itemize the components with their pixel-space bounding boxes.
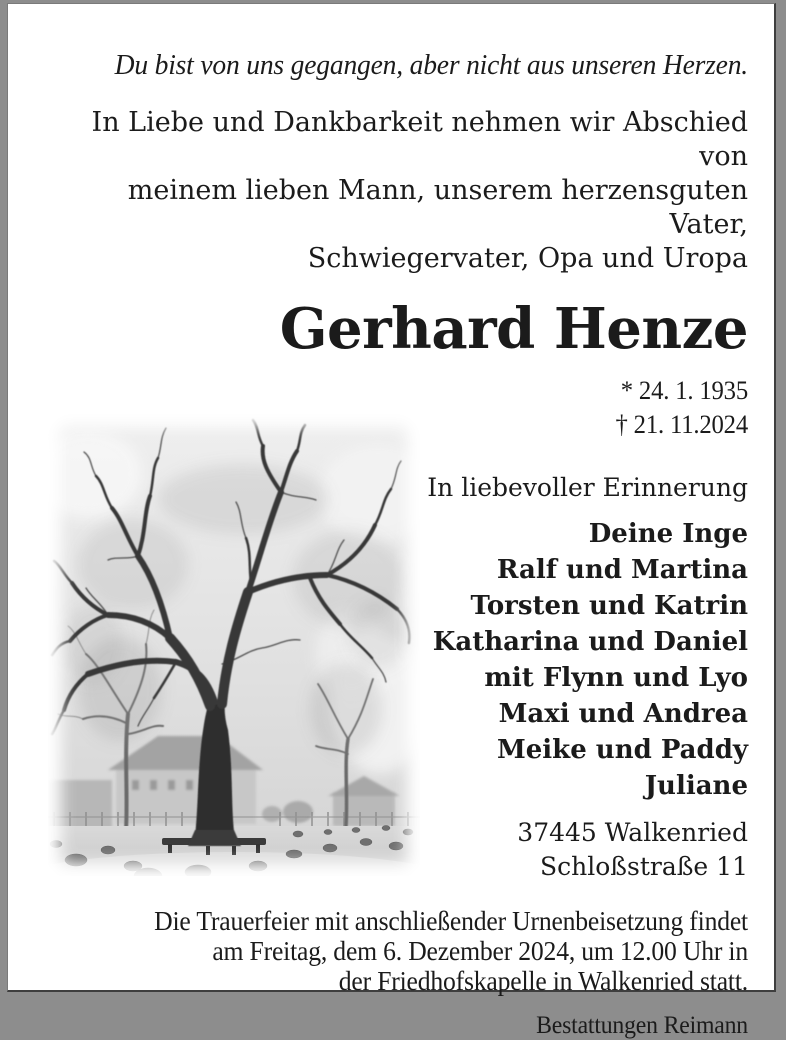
memorial-photo — [48, 414, 420, 876]
family-column — [420, 442, 748, 884]
middle-section — [42, 442, 748, 884]
mourner-line: Meike und Paddy — [496, 735, 748, 765]
deceased-name: Gerhard Henze — [279, 296, 748, 362]
tree-photo-illustration — [48, 414, 420, 876]
birth-date: * 24. 1. 1935 — [620, 376, 748, 405]
mourner-line: Juliane — [644, 771, 748, 801]
funeral-home-signature: Bestattungen Reimann — [536, 1012, 748, 1039]
intro-line: In Liebe und Dankbarkeit nehmen wir Abschied von — [91, 107, 748, 172]
mourner-line: Ralf und Martina — [496, 555, 748, 585]
address-line: Schloßstraße 11 — [540, 852, 748, 881]
mourner-line: Maxi und Andrea — [498, 699, 748, 729]
address-line: 37445 Walkenried — [517, 818, 748, 847]
address — [420, 816, 748, 884]
funeral-line: Die Trauerfeier mit anschließender Urnenbeisetzung findet — [154, 906, 748, 936]
epitaph-quote: Du bist von uns gegangen, aber nicht aus unseren Herzen. — [114, 49, 748, 81]
memory-line: In liebevoller Erinnerung — [427, 473, 748, 502]
intro-text — [42, 106, 748, 276]
funeral-line: der Friedhofskapelle in Walkenried statt. — [338, 966, 748, 996]
intro-line: meinem lieben Mann, unserem herzensguten Vater, — [127, 175, 748, 240]
mourner-line: Deine Inge — [588, 519, 748, 549]
mourner-line: Torsten und Katrin — [470, 591, 748, 621]
mourner-line: mit Flynn und Lyo — [484, 663, 748, 693]
obituary-notice — [7, 3, 776, 1039]
funeral-line: am Freitag, dem 6. Dezember 2024, um 12.00 Uhr in — [212, 936, 748, 966]
mourner-line: Katharina und Daniel — [432, 627, 748, 657]
funeral-info — [77, 906, 748, 996]
intro-line: Schwiegervater, Opa und Uropa — [307, 243, 748, 274]
death-date: † 21. 11.2024 — [615, 410, 748, 439]
mourners-list — [420, 516, 748, 804]
